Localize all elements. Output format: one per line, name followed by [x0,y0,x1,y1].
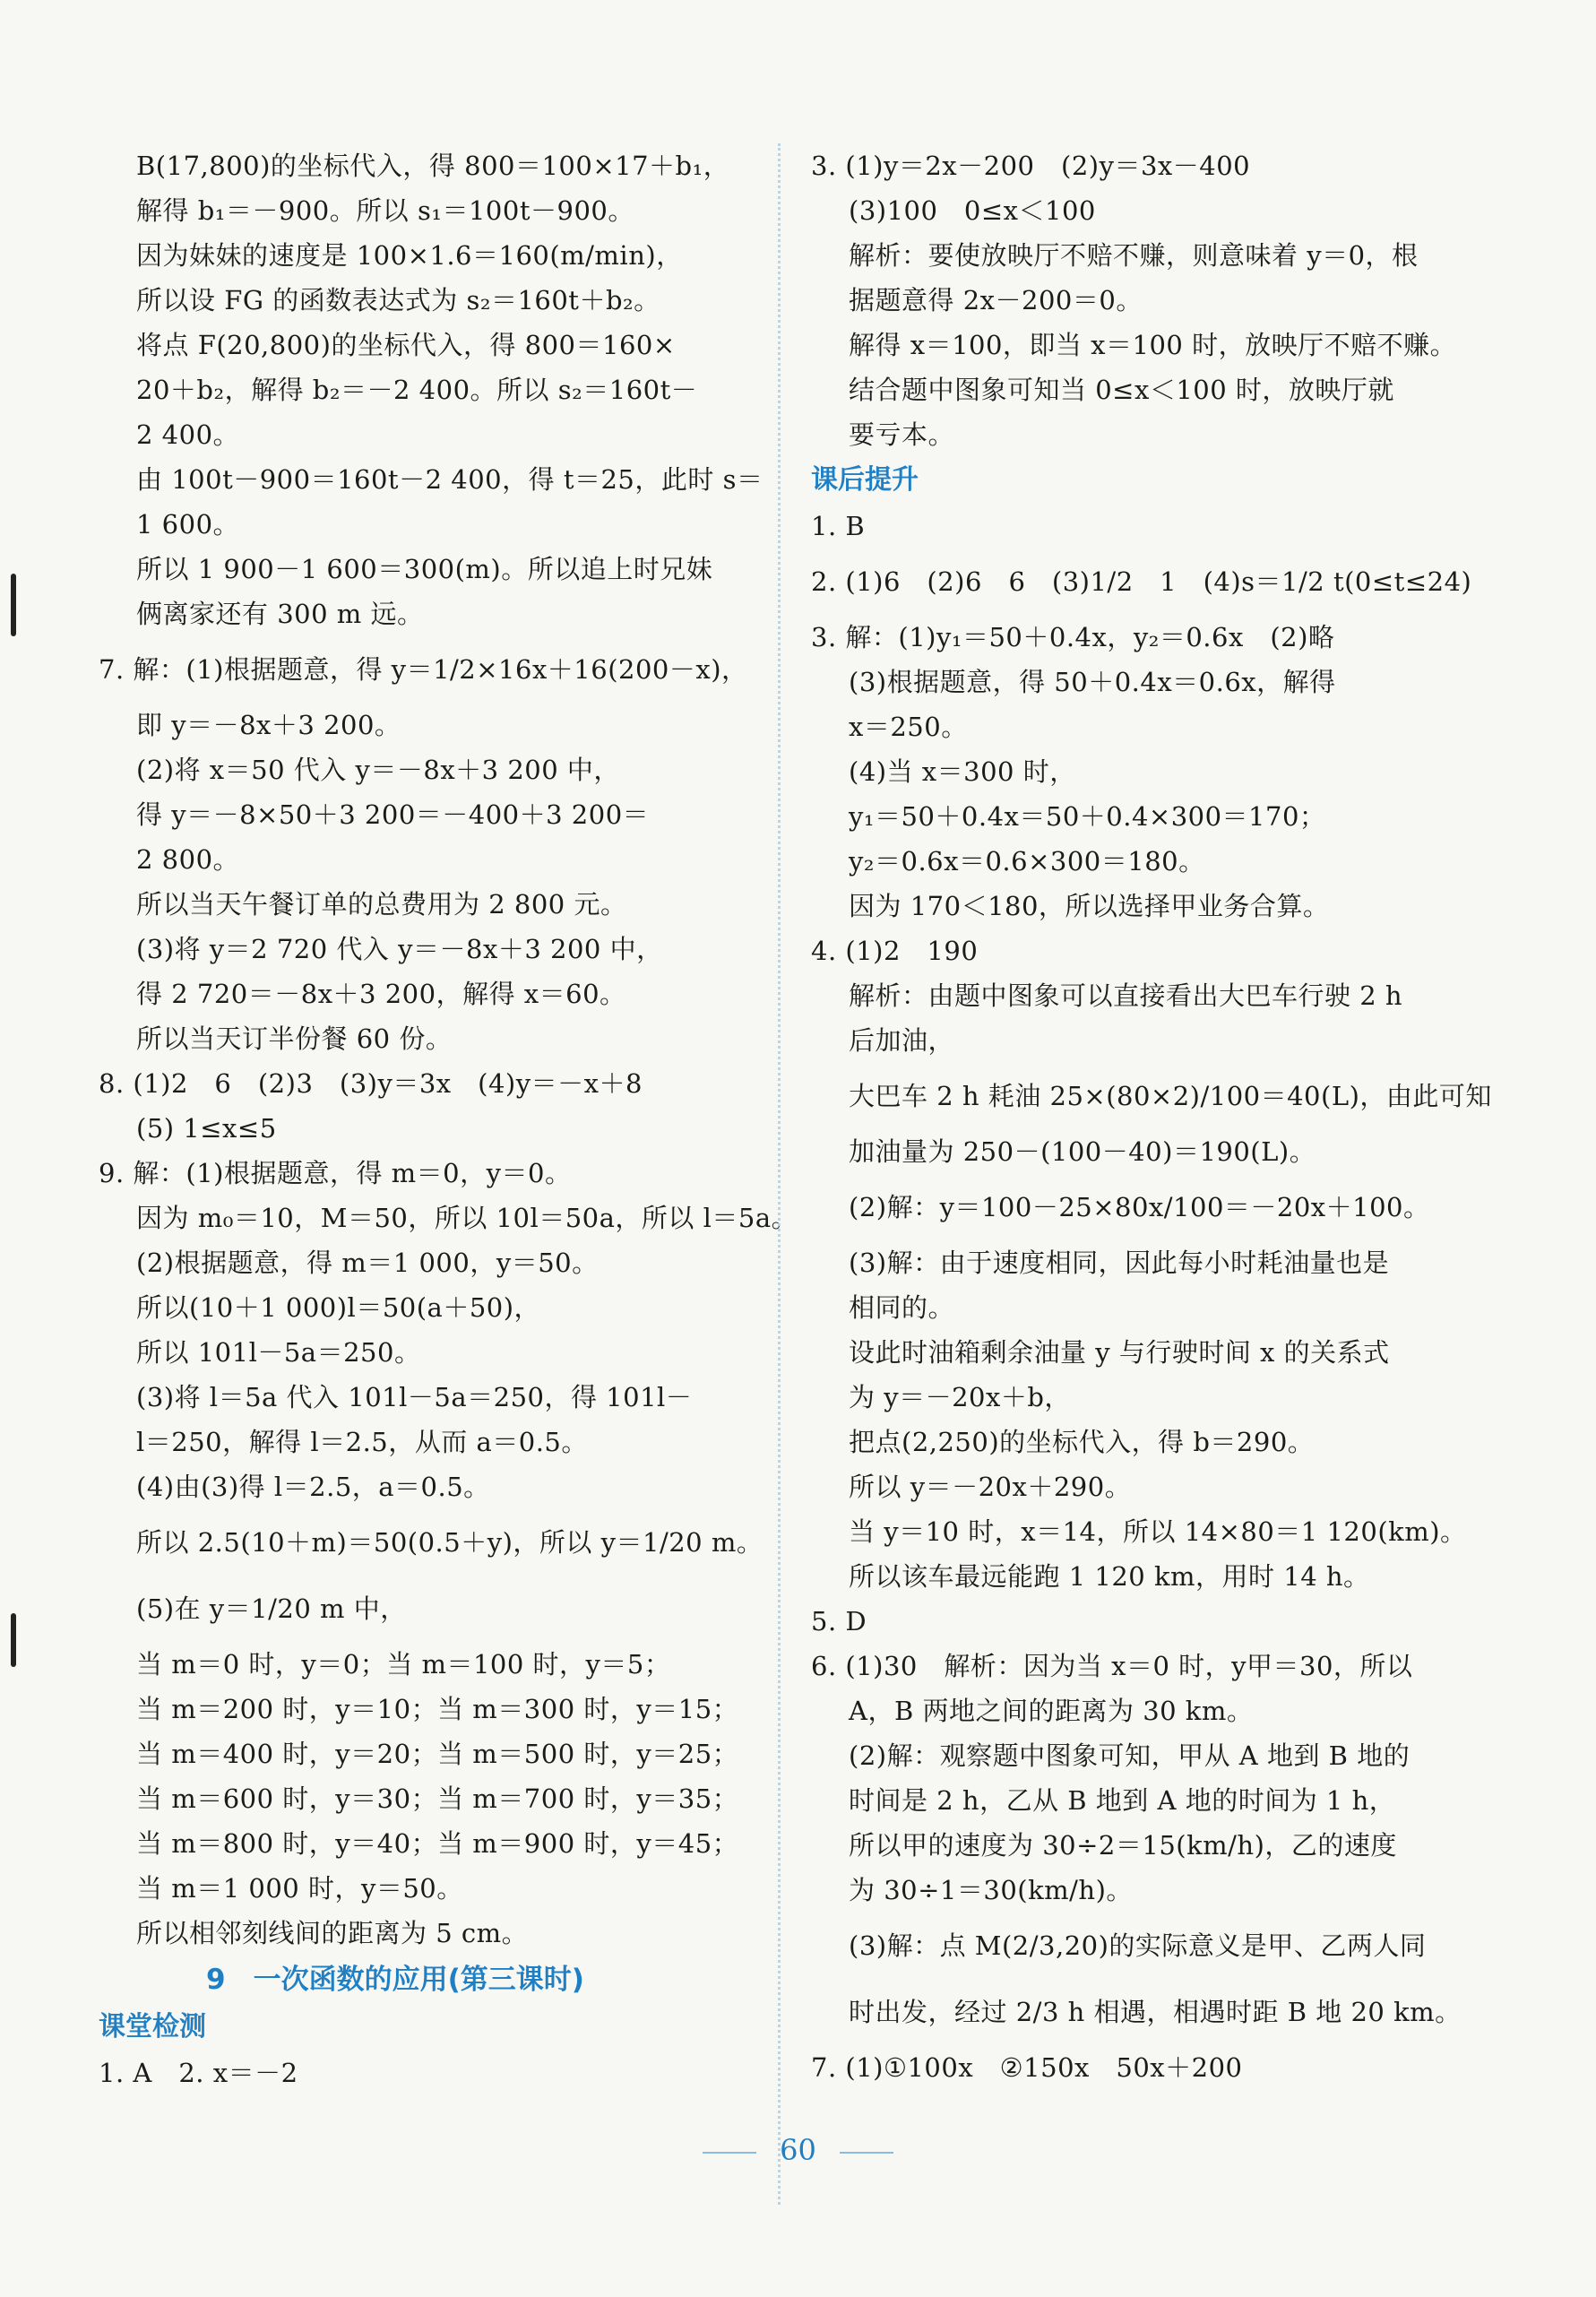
text-line: (2)解：观察题中图象可知，甲从 A 地到 B 地的 [849,1740,1411,1771]
text-line: 设此时油箱剩余油量 y 与行驶时间 x 的关系式 [849,1337,1390,1368]
text-line: (3)解：由于速度相同，因此每小时耗油量也是 [849,1248,1390,1278]
text-line: 由 100t－900＝160t－2 400，得 t＝25，此时 s＝ [136,464,763,495]
text-line: 当 m＝0 时，y＝0；当 m＝100 时，y＝5； [136,1649,671,1680]
text-line: 所以当天订半份餐 60 份。 [136,1023,453,1054]
text-line: 加油量为 250－(100－40)＝190(L)。 [849,1136,1316,1167]
text-line: 5. D [811,1606,867,1636]
text-line: 7. (1)①100x ②150x 50x＋200 [811,2052,1243,2083]
text-line: 要亏本。 [849,419,955,450]
text-line: 4. (1)2 190 [811,936,979,966]
text-line: 解得 x＝100，即当 x＝100 时，放映厅不赔不赚。 [849,330,1457,360]
text-line: 即 y＝－8x＋3 200。 [136,710,401,740]
text-line: 所以当天午餐订单的总费用为 2 800 元。 [136,889,627,920]
text-line: (4)当 x＝300 时， [849,756,1076,787]
text-line: 7. 解：(1)根据题意，得 y＝1/2×16x＋16(200－x)， [99,654,748,685]
text-line: 当 m＝1 000 时，y＝50。 [136,1873,463,1904]
text-line: 所以 1 900－1 600＝300(m)。所以追上时兄妹 [136,554,713,584]
text-line: 把点(2,250)的坐标代入，得 b＝290。 [849,1427,1315,1457]
text-line: l＝250，解得 l＝2.5，从而 a＝0.5。 [136,1427,588,1457]
text-line: y₁＝50＋0.4x＝50＋0.4×300＝170； [849,801,1326,832]
text-line: (5)在 y＝1/20 m 中， [136,1593,407,1624]
text-line: 2 400。 [136,419,240,450]
text-line: 将点 F(20,800)的坐标代入，得 800＝160× [136,330,676,360]
lesson-title: 9 一次函数的应用(第三课时) [206,1964,584,1996]
text-line: (3)100 0≤x＜100 [849,195,1096,226]
text-line: 所以相邻刻线间的距离为 5 cm。 [136,1918,529,1948]
text-line: 解析：要使放映厅不赔不赚，则意味着 y＝0，根 [849,240,1419,271]
scan-mark [11,574,16,636]
text-line: 解析：由题中图象可以直接看出大巴车行驶 2 h [849,980,1403,1011]
text-line: 为 30÷1＝30(km/h)。 [849,1875,1133,1905]
text-line: 1. B [811,511,866,541]
text-line: (2)将 x＝50 代入 y＝－8x＋3 200 中， [136,755,620,785]
text-line: 20＋b₂，解得 b₂＝－2 400。所以 s₂＝160t－ [136,375,698,405]
text-line: 据题意得 2x－200＝0。 [849,285,1143,315]
text-line: 结合题中图象可知当 0≤x＜100 时，放映厅就 [849,375,1394,405]
text-line: x＝250。 [849,712,968,742]
text-line: 得 y＝－8×50＋3 200＝－400＋3 200＝ [136,799,650,830]
scan-mark [11,1613,16,1667]
text-line: 所以甲的速度为 30÷2＝15(km/h)，乙的速度 [849,1830,1397,1861]
left-column [99,143,798,2095]
page-number: 60 [780,2133,816,2167]
text-line: (3)将 l＝5a 代入 101l－5a＝250，得 101l－ [136,1382,693,1412]
footer-dash [703,2152,756,2154]
text-line: (3)将 y＝2 720 代入 y＝－8x＋3 200 中， [136,934,663,964]
text-line: 大巴车 2 h 耗油 25×(80×2)/100＝40(L)，由此可知 [849,1081,1492,1111]
text-line: 所以设 FG 的函数表达式为 s₂＝160t＋b₂。 [136,285,660,315]
text-line: (2)根据题意，得 m＝1 000，y＝50。 [136,1248,599,1278]
text-line: 3. 解：(1)y₁＝50＋0.4x，y₂＝0.6x (2)略 [811,622,1335,652]
text-line: (3)根据题意，得 50＋0.4x＝0.6x，解得 [849,667,1336,697]
text-line: 因为妹妹的速度是 100×1.6＝160(m/min)， [136,240,683,271]
text-line: 2. (1)6 (2)6 6 (3)1/2 1 (4)s＝1/2 t(0≤t≤24) [811,566,1472,597]
text-line: 9. 解：(1)根据题意，得 m＝0，y＝0。 [99,1158,572,1188]
text-line: 为 y＝－20x＋b， [849,1382,1071,1412]
right-column [811,143,1492,2090]
text-line: 当 m＝200 时，y＝10；当 m＝300 时，y＝15； [136,1694,739,1724]
text-line: (5) 1≤x≤5 [136,1113,277,1144]
text-line: 6. (1)30 解析：因为当 x＝0 时，y甲＝30，所以 [811,1651,1413,1681]
text-line: 解得 b₁＝－900。所以 s₁＝100t－900。 [136,195,634,226]
text-line: 时出发，经过 2/3 h 相遇，相遇时距 B 地 20 km。 [849,1997,1462,2027]
text-line: 1. A 2. x＝－2 [99,2058,298,2088]
text-line: 相同的。 [849,1292,955,1323]
text-line: 所以 y＝－20x＋290。 [849,1472,1132,1502]
footer-dash [840,2152,893,2154]
text-line: 当 m＝800 时，y＝40；当 m＝900 时，y＝45； [136,1828,739,1859]
text-line: 2 800。 [136,844,240,875]
text-line: 所以 101l－5a＝250。 [136,1337,421,1368]
text-line: 3. (1)y＝2x－200 (2)y＝3x－400 [811,151,1251,181]
section-heading: 课堂检测 [99,2011,206,2042]
text-line: 所以(10＋1 000)l＝50(a＋50)， [136,1292,541,1323]
text-line: 后加油， [849,1025,955,1056]
text-line: (3)解：点 M(2/3,20)的实际意义是甲、乙两人同 [849,1930,1427,1961]
text-line: 8. (1)2 6 (2)3 (3)y＝3x (4)y＝－x＋8 [99,1068,643,1099]
text-line: (4)由(3)得 l＝2.5，a＝0.5。 [136,1472,490,1502]
text-line: (2)解：y＝100－25×80x/100＝－20x＋100。 [849,1192,1430,1222]
section-heading: 课后提升 [811,464,919,496]
text-line: 当 m＝600 时，y＝30；当 m＝700 时，y＝35； [136,1783,739,1814]
text-line: 因为 170＜180，所以选择甲业务合算。 [849,891,1330,921]
column-divider [778,143,781,2205]
text-line: 得 2 720＝－8x＋3 200，解得 x＝60。 [136,979,626,1009]
text-line: 俩离家还有 300 m 远。 [136,599,424,629]
text-line: 因为 m₀＝10，M＝50，所以 10l＝50a，所以 l＝5a。 [136,1203,798,1233]
text-line: 时间是 2 h，乙从 B 地到 A 地的时间为 1 h， [849,1785,1396,1816]
text-line: 当 m＝400 时，y＝20；当 m＝500 时，y＝25； [136,1739,739,1769]
text-line: 当 y＝10 时，x＝14，所以 14×80＝1 120(km)。 [849,1516,1467,1547]
text-line: y₂＝0.6x＝0.6×300＝180。 [849,846,1205,876]
page-footer [0,2133,1596,2167]
text-line: 所以 2.5(10＋m)＝50(0.5＋y)，所以 y＝1/20 m。 [136,1527,763,1558]
text-line: A，B 两地之间的距离为 30 km。 [849,1696,1254,1726]
text-line: 所以该车最远能跑 1 120 km，用时 14 h。 [849,1561,1370,1592]
text-line: B(17,800)的坐标代入，得 800＝100×17＋b₁， [136,151,730,181]
text-line: 1 600。 [136,509,240,540]
